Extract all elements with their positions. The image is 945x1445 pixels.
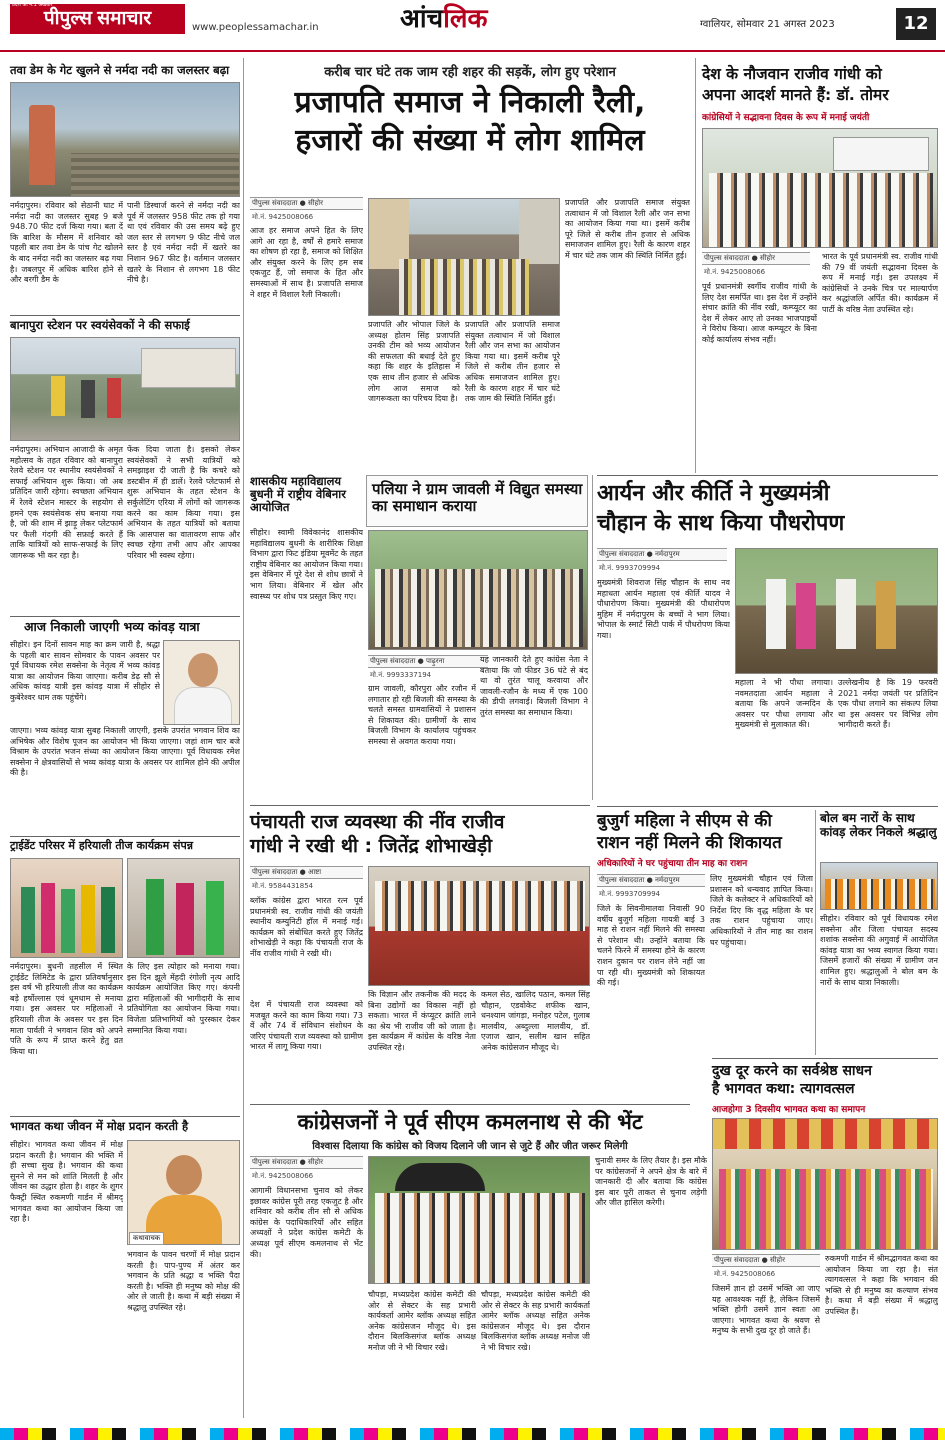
- article-body: आज हर समाज अपने हित के लिए आगे आ रहा है, वर्षों से हमारे समाज का शोषण हो रहा है, समाज को शिक्षित और संयुक्त करने के लिए हम सब एकजुट हैं, जो समाज के हित और समस्याओं में साथ है। प्रजापति समाज ने शहर में विशाल रैली निकाली।: [250, 226, 363, 299]
- banner: [833, 137, 929, 171]
- headline: है भागवत कथा: त्यागवत्सल: [712, 1081, 855, 1097]
- photo-teej-2: [127, 858, 240, 958]
- kicker: विश्वास दिलाया कि कांग्रेस को विजय दिलाने जी जान से जुटे हैं और जीत जरूर मिलेगी: [312, 1141, 628, 1152]
- headline: कांग्रेसजनों ने पूर्व सीएम कमलनाथ से की भेंट: [297, 1110, 643, 1134]
- photo-teej-1: [10, 858, 123, 958]
- photo-tribute: [702, 128, 938, 248]
- article-body: उल्लेखनीय है कि 19 फरवरी 2021 नर्मदा जयंती पर प्रतिदिन एक पौधा लगाने का संकल्प लिया था इस अवसर पर विभिन्न लोग भागीदारी करते हैं।: [838, 678, 938, 730]
- article-body: आगामी विधानसभा चुनाव को लेकर इछावर कांग्रेस पूरी तरह एकजुट है और शनिवार को करीब तीन सौ से अधिक कांग्रेस के पदाधिकारियों और सहित अध्यक्षों ने प्रदेश कांग्रेस कमेटी के अध्यक्ष पूर्व सीएम कमलनाथ से भेंट की।: [250, 1186, 363, 1259]
- article-body: सीहोर। स्वामी विवेकानंद शासकीय महाविद्यालय बुधनी के शारीरिक शिक्षा विभाग द्वारा फिट इंडिया मूवमेंट के तहत राष्ट्रीय वेबिनार का आयोजन किया गया। इस वेबिनार में पूरे देश से शोध छात्रों ने भाग लिया। वेबिनार में खेल और स्वास्थ्य पर शोध पत्र प्रस्तुत किए गए।: [250, 528, 363, 601]
- photo-kanwar: [820, 862, 938, 910]
- article-body: यह जानकारी देते हुए कांग्रेस नेता ने बताया कि जो फीडर 36 घंटे से बंद था वो तुरंत चालू करवाया और जावली-रजौन के मध्य में एक 100 की डीपी लगवाई। बिजली विभाग ने तुरंत समस्या का समाधान किया।: [480, 655, 588, 717]
- byline: पीपुल्स संवाददाता ● आष्टा: [250, 866, 363, 879]
- article-body: सीहोर। रविवार को पूर्व विधायक रमेश सक्सेना और जिला पंचायत सदस्य शशांक सक्सेना की अगुवाई में आयोजित कांवड़ यात्रा का भव्य स्वागत किया गया। जिसमें हजारों की संख्या में ग्रामीण जन शामिल हुए। श्रद्धालुओं ने बोल बम के नारों के साथ यात्रा निकाली।: [820, 914, 938, 987]
- phone: मो.नं. 9425008066: [252, 213, 314, 221]
- headline-main: प्रजापति समाज ने निकाली रैली,: [294, 85, 646, 120]
- woman: [176, 883, 194, 955]
- masthead: [0, 0, 945, 52]
- article-body: जिले के सिवनीमालवा निवासी 90 वर्षीय बुजुर्ग महिला गायत्री बाई 3 माह से राशन नहीं मिलने की समस्या से परेशान थी। उन्होंने बताया कि चलने फिरने में समस्या होने के कारण राशन दुकान पर राशन लेने नहीं जा पा रही थी। मुख्यमंत्री को शिकायत की गई।: [597, 904, 705, 988]
- photo-politician: [163, 640, 240, 725]
- headline-main: हजारों की संख्या में लोग शामिल: [295, 123, 645, 158]
- kicker: अधिकारियों ने घर पहुंचाया तीन माह का राशन: [597, 859, 748, 869]
- woman: [81, 885, 95, 953]
- byline: पीपुल्स संवाददाता ● सीहोर: [712, 1254, 820, 1267]
- section-title-a: आंच: [400, 4, 444, 34]
- headline: अपना आदर्श मानते हैं: डॉ. तोमर: [702, 86, 889, 104]
- divider: [597, 475, 938, 476]
- article-body: भगवान के पावन चरणों में मोक्ष प्रदान करती है। पाप-पुण्य में अंतर कर भगवान के प्रति श्रद्धा व भक्ति पैदा करती है। भक्ति ही मनुष्य को मोक्ष की ओर ले जाती है। कथा में बड़ी संख्या में श्रद्धालु उपस्थित रहे।: [127, 1250, 240, 1312]
- woman: [41, 883, 55, 953]
- site-url[interactable]: www.peoplessamachar.in: [192, 22, 319, 33]
- station-building: [141, 348, 236, 388]
- divider: [597, 806, 938, 807]
- article-body: जिसमें ज्ञान हो उसमें भक्ति आ जाए यह आवश्यक नहीं है, लेकिन जिसमें भक्ति होगी उसमें ज्ञान स्वतः आ जाएगा। भागवत कथा के श्रवण से मनुष्य के सभी दुख दूर हो जाते हैं।: [712, 1284, 820, 1336]
- audience: [719, 1169, 933, 1249]
- color-registration-bar: [0, 1428, 945, 1440]
- kicker: आजहोगा 3 दिवसीय भागवत कथा का समापन: [712, 1105, 866, 1115]
- article-body: सीहोर। इन दिनों सावन माह का क्रम जारी है, श्रद्धा के पहली बार सावन सोमवार के पावन अवसर पर पूर्व विधायक रमेश सक्सेना के नेतृत्व में भव्य कांवड़ यात्रा का आयोजन किया जाएगा। करीब डेढ़ सौ से अधिक कांवड़ यात्री इस कांवड़ यात्रा में सीहोर से कुबेरेश्वर धाम तक पहुंचेंगे।: [10, 640, 160, 702]
- article-body: महाला ने भी पौधा लगाया। नवमतदाता आर्यन महाला ने बताया कि अपने जन्मदिन के अवसर पर पौधा लगाया और मुख्यमंत्री से मुलाकात की।: [735, 678, 833, 730]
- divider: [592, 475, 593, 800]
- person-head: [188, 653, 218, 687]
- headline: पलिया ने ग्राम जावली में विद्युत समस्या का समाधान कराया: [372, 480, 583, 516]
- kicker: करीब चार घंटे तक जाम रही शहर की सड़कें, लोग हुए परेशान: [324, 65, 616, 80]
- byline: पीपुल्स संवाददाता ● पाढ़ुरना: [368, 655, 488, 668]
- headline: शासकीय महाविद्यालय बुधनी में राष्ट्रीय वेबिनार आयोजित: [250, 474, 346, 515]
- divider: [10, 315, 240, 316]
- article-body: चौपड़ा, मध्यप्रदेश कांग्रेस कमेटी की ओर से सेक्टर के सह प्रभारी कार्यकर्ता आमेर ब्लॉक अध्यक्ष सहित अनेक कांग्रेसजन मौजूद थे। इस दौरान बिलकिसगंज ब्लॉक अध्यक्ष मनोज जी ने भी विचार रखे।: [481, 1290, 590, 1352]
- divider: [10, 616, 240, 617]
- byline: पीपुल्स संवाददाता ● सीहोर: [250, 197, 363, 210]
- headline: बुजुर्ग महिला ने सीएम से की: [597, 811, 772, 831]
- volunteer: [81, 380, 95, 418]
- divider: [815, 810, 816, 1055]
- article-body: के लिए इस त्योहार को मनाया गया। इस दिन झूले मेंहदी रंगोली नृत्य आदि कार्यक्रम आयोजित किए गए। कंपनी द्वारा महिलाओं की भागीदारी के साथ प्रतियोगिता का आयोजन किया गया। विजेता प्रतिभागियों को पुरस्कार देकर सम्मानित किया गया।: [127, 962, 240, 1035]
- photo-river: [10, 82, 240, 197]
- crowd: [709, 173, 933, 247]
- article-body: नर्मदापुरम। अभियान आजादी के अमृत महोत्सव के तहत रविवार को बानापुरा रेलवे स्टेशन पर स्थानीय स्वयंसेवकों ने सफाई अभियान शुरू किया। जो अब प्रतिदिन जारी रहेगा। स्वच्छता अभियान में रेलवे स्टेशन मास्टर के सहयोग से हमने एक स्वयंसेवक संघ बनाया गया है, जो की शाम में झाड़ू लेकर प्लेटफार्म पर फैली गंदगी की सफ़ाई करते हैं ताकि यात्रियों को साफ-सफाई के लिए जागरूक भी कर रहा है।: [10, 445, 123, 560]
- article-body: फेंक दिया जाता है। इसको लेकर स्वयंसेवकों ने सभी यात्रियों को समझाइश दी जाती है कि कचरे को डस्टबीन में ही डालें। रेलवे प्लेटफार्म से शुरू अभियान के तहत स्टेशन के सर्कुलेटिंग एरिया में लोगों को जागरूक करने का काम किया गया। इस अभियान के तहत यात्रियों को बताया कि आसपास का वातावरण साफ और स्वच्छ रहेगा तभी आप और आपका परिवार भी स्वस्थ रहेगा।: [127, 445, 240, 560]
- photo-kamalnath: [368, 1156, 590, 1284]
- headline: तवा डेम के गेट खुलने से नर्मदा नदी का जलस्तर बढ़ा: [10, 63, 230, 77]
- umbrella: [395, 1163, 485, 1191]
- tent: [713, 1119, 938, 1149]
- article-body: प्रजापति और प्रजापति समाज संयुक्त तत्वाधान में जो विशाल रैली और जन सभा का आयोजन किया गया था। इसमें करीब पूरे जिले से करीब तीन हजार से अधिक समाजजन शामिल हुए। रैली के कारण शहर में चार घंटे तक जाम की स्थिति निर्मित हुई।: [465, 320, 560, 404]
- article-body: चौपड़ा, मध्यप्रदेश कांग्रेस कमेटी की ओर से सेक्टर के सह प्रभारी कार्यकर्ता आमेर ब्लॉक अध्यक्ष सहित अनेक कांग्रेसजन मौजूद थे। इस दौरान बिलकिसगंज ब्लॉक अध्यक्ष मनोज जी ने भी विचार रखे।: [368, 1290, 476, 1352]
- person-body: [174, 687, 232, 725]
- article-body: प्रजापति और प्रजापति समाज संयुक्त तत्वाधान में जो विशाल रैली और जन सभा का आयोजन किया गया था। इसमें करीब पूरे जिले से करीब तीन हजार से अधिक समाजजन शामिल हुए। रैली के कारण शहर में चार घंटे तक जाम की स्थिति निर्मित हुई।: [565, 198, 690, 260]
- divider: [243, 58, 244, 1418]
- article-body: मुख्यमंत्री शिवराज सिंह चौहान के साथ नव महाधता आर्यन महाला एवं कीर्ति यादव ने पौधारोपण किया। मुख्यमंत्री की पौधारोपण मुहिम में नर्मदापुरम के बच्चों ने भाग लिया। भोपाल के स्मार्ट सिटी पार्क में पौधरोपण किया गया।: [597, 578, 730, 640]
- photo-plantation: [735, 548, 938, 674]
- article-body: नर्मदापुरम। बुधनी तहसील में स्थित ट्राईडेंट लिमिटेड के द्वारा प्रतिवर्षानुसार इस वर्ष भी हरियाली तीज का कार्यक्रम बड़े हर्षोल्लास एवं धूमधाम से मनाया गया। इस अवसर पर महिलाओं ने हरियाली तीज के अवसर पर इस दिन माता पार्वती ने भगवान शिव को अपने पति के रूप में प्राप्त करने हेतु व्रत किया था।: [10, 962, 123, 1056]
- phone: मो.नं. 9425008066: [252, 1172, 314, 1180]
- photo-villagers: [368, 530, 588, 650]
- woman: [61, 889, 75, 953]
- article-body: देश में पंचायती राज व्यवस्था को मजबूत करने का काम किया गया। 73 वें और 74 वें संविधान संशोधन के जरिए पंचायती राज व्यवस्था को ग्रामीण भारत में लागू किया गया।: [250, 1000, 363, 1052]
- article-body: प्रजापति और भोपाल जिले के अध्यक्ष होतम सिंह प्रजापति उनकी टीम को भव्य आयोजन की सफलता की बधाई देते हुए कहा कि शहर के इतिहास में एक साथ तीन हजार से अधिक लोग आज समाज को जागरूकता का परिचय दिया है।: [368, 320, 460, 404]
- phone: मो.नं. 9425008066: [714, 1270, 776, 1278]
- site-logo[interactable]: पीपुल्स समाचार: [10, 4, 185, 34]
- article-body: भारत के पूर्व प्रधानमंत्री स्व. राजीव गांधी की 79 वीं जयंती सद्भावना दिवस के रूप में मनाई गई। इस उपलक्ष्य में कांग्रेसियों ने उनके चित्र पर माल्यार्पण कर श्रद्धांजलि अर्पित की। कार्यक्रम में पार्टी के वरिष्ठ नेता उपस्थित रहे।: [822, 252, 938, 314]
- photo-station: [10, 337, 240, 441]
- person: [796, 583, 816, 649]
- ghat-tower: [29, 105, 55, 185]
- divider: [695, 58, 696, 473]
- phone: मो.नं. 9993337194: [370, 671, 432, 679]
- divider: [250, 805, 590, 806]
- byline: पीपुल्स संवाददाता ● नर्मदापुरम: [597, 548, 727, 561]
- logo-tagline: प्रदेश का नं.1 अखबार: [12, 2, 53, 8]
- photo-caption: कथावाचक: [129, 1232, 164, 1245]
- article-body: नर्मदापुरम। रविवार को सेठानी घाट में नर्मदा नदी का जलस्तर सुबह 9 बजे 948.70 फीट दर्ज किया गया। बता दें कि बारिश के मौसम में शनिवार को पहली बार तवा डेम के पांच गेट खोलने के बाद नर्मदा नदी का जलस्तर बढ़ गया है। जबलपुर में अधिक बारिश होने से और बरगी डैम के: [10, 201, 123, 285]
- divider: [10, 836, 240, 837]
- headline: बोल बम नारों के साथ कांवड़ लेकर निकले श्रद्धालु: [820, 811, 937, 839]
- phone: मो.नं. 9993709994: [599, 890, 661, 898]
- phone: मो.नं. 9584431854: [252, 882, 314, 890]
- phone: मो.नं. 9425008066: [704, 268, 766, 276]
- person: [876, 581, 896, 649]
- crowd: [399, 259, 529, 316]
- woman: [146, 879, 164, 955]
- article-body: सीहोर। भागवत कथा जीवन में मोक्ष प्रदान करती है। भगवान की भक्ति में ही सच्चा सुख है। भगवान की कथा सुनने से मन को शांति मिलती है और जीवन का उद्धार होता है। शहर के शुगर फैक्ट्री स्थित रुकमणी गार्डन में श्रीमद् भागवत कथा का आयोजन किया जा रहा है।: [10, 1140, 123, 1224]
- person: [836, 579, 856, 649]
- crowd: [375, 569, 583, 647]
- crowd: [825, 879, 935, 910]
- article-body: रुकमणी गार्डन में श्रीमद्भागवत कथा का आयोजन किया जा रहा है। संत त्यागवत्सल ने कहा कि भगवान की भक्ति से ही मनुष्य का कल्याण संभव है। कथा में बड़ी संख्या में श्रद्धालु उपस्थित हैं।: [825, 1254, 938, 1316]
- building: [519, 199, 560, 264]
- ghat-stairs: [71, 153, 240, 197]
- photo-saint: [127, 1140, 240, 1245]
- person: [766, 579, 786, 649]
- headline: देश के नौजवान राजीव गांधी को: [702, 65, 882, 83]
- headline: बानापुरा स्टेशन पर स्वयंसेवकों ने की सफाई: [10, 318, 190, 332]
- headline: चौहान के साथ किया पौधरोपण: [597, 511, 845, 536]
- article-body: ग्राम जावली, कौरपुरा और रजौन में लगातार हो रही बिजली की समस्या के चलते समस्त ग्रामवासियों ने प्रशासन से शिकायत की। ग्रामीणों के साथ बिजली विभाग के कार्यालय पहुंचकर समस्या से अवगत कराया गया।: [368, 684, 476, 746]
- divider: [10, 1116, 240, 1117]
- article-body: जाएगा। भव्य कांवड़ यात्रा सुबह निकाली जाएगी, इसके उपरांत भगवान शिव का अभिषेक और विशेष पूजन का आयोजन भी किया जाएगा। जहां शाम चार बजे विश्राम के उपरांत भजन संध्या का आयोजन किया जाएगा। पूर्व विधायक रमेश सक्सेना ने क्षेत्रवासियों से भव्य कांवड़ यात्रा के अवसर पर शामिल होने की अपील की है।: [10, 726, 240, 778]
- article-body: लिए मुख्यमंत्री चौहान एवं जिला प्रशासन को धन्यवाद ज्ञापित किया। जिले के कलेक्टर ने अधिकारियों को निर्देश दिए कि वृद्ध महिला के घर तक राशन पहुंचाया जाए। अधिकारियों ने तीन माह का राशन घर पहुंचाया।: [710, 874, 813, 947]
- crowd: [375, 881, 585, 931]
- phone: मो.नं. 9993709994: [599, 564, 661, 572]
- photo-rally: [368, 198, 560, 316]
- article-body: कि विज्ञान और तकनीक की मदद के बिना उद्योगों का विकास नहीं हो सकता। भारत में कंप्यूटर क्रांति लाने का श्रेय भी राजीव जी को जाता है। इस कार्यक्रम में कांग्रेस के वरिष्ठ नेता उपस्थित रहे।: [368, 990, 476, 1052]
- headline: राशन नहीं मिलने की शिकायत: [597, 833, 782, 853]
- article-body: चुनावी समर के लिए तैयार है। इस मौके पर कांग्रेसजनों ने अपने क्षेत्र के बारे में जानकारी दी और बताया कि कांग्रेस इस बार पूरी ताकत से चुनाव लड़ेगी और जीत हासिल करेगी।: [595, 1156, 707, 1208]
- dateline: ग्वालियर, सोमवार 21 अगस्त 2023: [700, 19, 835, 30]
- volunteer: [51, 376, 65, 416]
- article-body: कमल सेठ, खालिद पठान, कमल सिंह चौहान, एडवोकेट शफीक खान, धनश्याम जांगड़ा, मनोहर पटेल, गुलाब मालवीय, अब्दुल्ला मालवीय, डॉ. एजाज खान, सलीम खान सहित अनेक कांग्रेसजन मौजूद थे।: [481, 990, 590, 1052]
- headline: आर्यन और कीर्ति ने मुख्यमंत्री: [597, 481, 830, 506]
- saint-head: [166, 1155, 202, 1195]
- woman: [206, 881, 224, 955]
- byline: पीपुल्स संवाददाता ● सीहोर: [250, 1156, 363, 1169]
- section-title: [400, 4, 487, 34]
- article-body: पानी डिस्चार्ज करने से नर्मदा नदी का पूर्व में जलस्तर 958 फीट तक हो गया था एवं रविवार की उस समय बढ़े हुए जल स्तर से लगभग 9 फीट नीचे जल स्तर है एवं नर्मदा नदी में खतरे का निशान 967 फीट है। वर्तमान जलस्तर खतरे के निशान से लगभग 18 फीट नीचे है।: [127, 201, 240, 285]
- kicker: कांग्रेसियों ने सद्भावना दिवस के रूप में मनाई जयंती: [702, 113, 870, 123]
- volunteer: [107, 378, 121, 418]
- headline: पंचायती राज व्यवस्था की नींव राजीव: [250, 811, 505, 833]
- photo-katha: [712, 1118, 938, 1250]
- divider: [712, 1058, 938, 1059]
- photo-congress-meeting: [368, 866, 590, 986]
- byline: पीपुल्स संवाददाता ● नर्मदापुरम: [597, 874, 705, 887]
- page-number: 12: [896, 8, 936, 40]
- article-body: ब्लॉक कांग्रेस द्वारा भारत रत्न पूर्व प्रधानमंत्री स्व. राजीव गांधी की जयंती स्थानीय कम्युनिटी हॉल में मनाई गई। कार्यक्रम को संबोधित करते हुए जितेंद्र शोभाखेड़ी ने कहा कि पंचायती राज के नींव राजीव गांधी ने रखी थी।: [250, 896, 363, 958]
- headline: ट्राईडेंट परिसर में हरियाली तीज कार्यक्रम संपन्न: [10, 839, 193, 852]
- divider: [250, 1104, 690, 1105]
- section-title-b: लिक: [443, 4, 488, 34]
- woman: [21, 887, 35, 953]
- headline: आज निकाली जाएगी भव्य कांवड़ यात्रा: [24, 619, 200, 634]
- headline: दुख दूर करने का सर्वश्रेष्ठ साधन: [712, 1063, 872, 1079]
- headline: गांधी ने रखी थी : जितेंद्र शोभाखेड़ी: [250, 835, 493, 857]
- article-body: पूर्व प्रधानमंत्री स्वर्गीय राजीव गांधी के लिए देश समर्पित था। इस देश में उन्होंने संचार क्रांति की नींव रखी, कम्प्यूटर का देश में लेकर आए तो उनका भाजपाइयों ने विरोध किया। आज कम्प्यूटर के बिना कोई कार्यालय संभव नहीं।: [702, 282, 817, 344]
- crowd: [375, 1193, 585, 1283]
- headline: भागवत कथा जीवन में मोक्ष प्रदान करती है: [10, 1119, 189, 1133]
- woman: [101, 887, 115, 953]
- byline: पीपुल्स संवाददाता ● सीहोर: [702, 252, 810, 265]
